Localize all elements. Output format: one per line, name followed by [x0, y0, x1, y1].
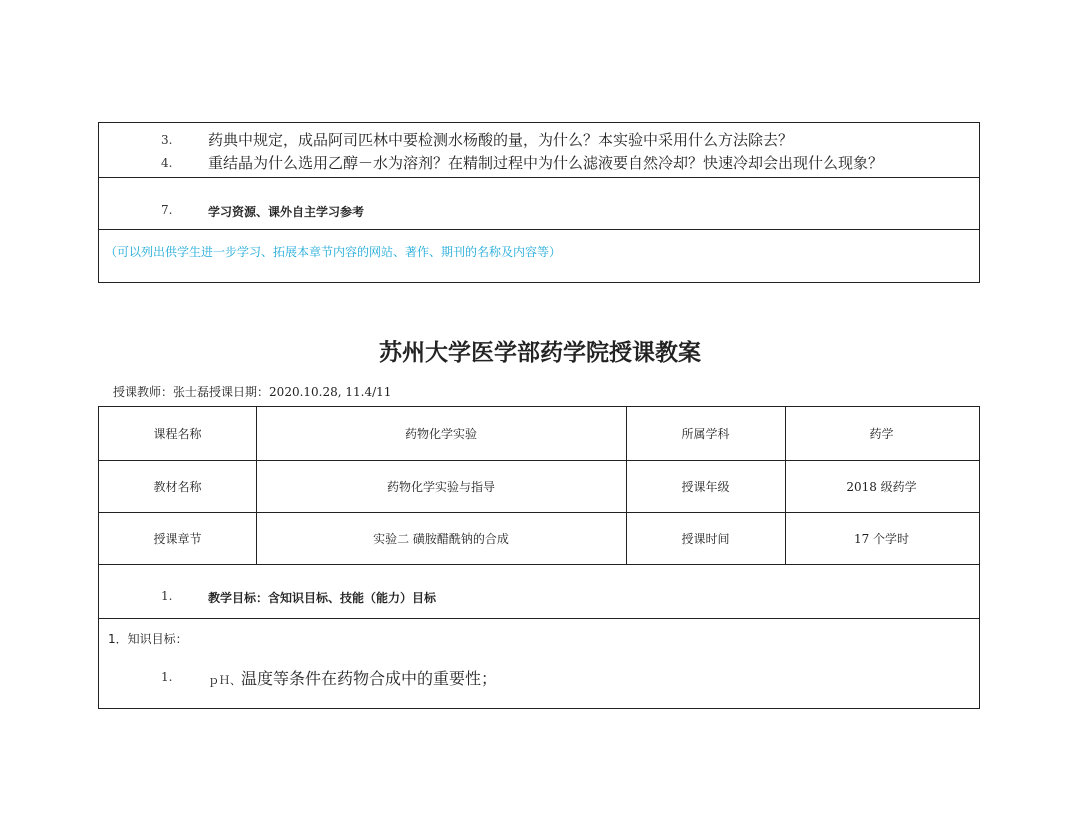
resources-section-number: 7.: [161, 203, 173, 217]
question-3-number: 3.: [161, 133, 173, 147]
teaching-dates: 2020.10.28, 11.4/11: [269, 385, 392, 399]
knowledge-goal-label: 1．知识目标：: [108, 632, 188, 646]
textbook-value: 药物化学实验与指导: [386, 479, 495, 494]
teacher-name: 张士磊: [173, 385, 210, 399]
question-4-text: 重结晶为什么选用乙醇－水为溶剂？在精制过程中为什么滤液要自然冷却？快速冷却会出现什么现象？: [208, 154, 884, 172]
grade-label: 授课年级: [681, 479, 730, 494]
subject-value: 药学: [869, 427, 894, 441]
row-divider: [99, 229, 979, 230]
knowledge-item-1: [208, 666, 497, 689]
knowledge-item-number: 1.: [161, 670, 173, 684]
grade-value: 2018 级药学: [846, 479, 917, 494]
question-4-number: 4.: [161, 156, 173, 170]
subject-label: 所属学科: [681, 427, 730, 441]
course-name-value: 药物化学实验: [404, 427, 477, 441]
resources-section-title: 学习资源、课外自主学习参考: [208, 205, 365, 219]
teacher-date-line: [113, 383, 391, 400]
goals-section-title: 教学目标：含知识目标、技能（能力）目标: [208, 591, 437, 605]
course-name-label: 课程名称: [153, 427, 202, 441]
course-info-table: [98, 406, 980, 709]
ph-prefix: ｐＨ、: [208, 674, 241, 687]
teaching-hours-value: 17 个学时: [853, 531, 910, 546]
knowledge-item-text: 温度等条件在药物合成中的重要性；: [241, 669, 498, 688]
row-divider: [99, 177, 979, 178]
teacher-label: 授课教师：: [113, 385, 174, 399]
goals-section-number: 1.: [161, 589, 173, 603]
row-divider: [99, 564, 979, 565]
date-label: 授课日期：: [209, 385, 270, 399]
resources-hint-text: （可以列出供学生进一步学习、拓展本章节内容的网站、著作、期刊的名称及内容等）: [105, 245, 562, 259]
textbook-label: 教材名称: [153, 479, 202, 494]
teaching-hours-label: 授课时间: [681, 531, 730, 546]
document-title: 苏州大学医学部药学院授课教案: [379, 340, 701, 366]
chapter-label: 授课章节: [153, 531, 202, 546]
question-3-text: 药典中规定，成品阿司匹林中要检测水杨酸的量，为什么？本实验中采用什么方法除去？: [208, 131, 794, 149]
questions-resources-table: [98, 122, 980, 283]
chapter-value: 实验二 磺胺醋酰钠的合成: [373, 531, 509, 546]
row-divider: [99, 618, 979, 619]
